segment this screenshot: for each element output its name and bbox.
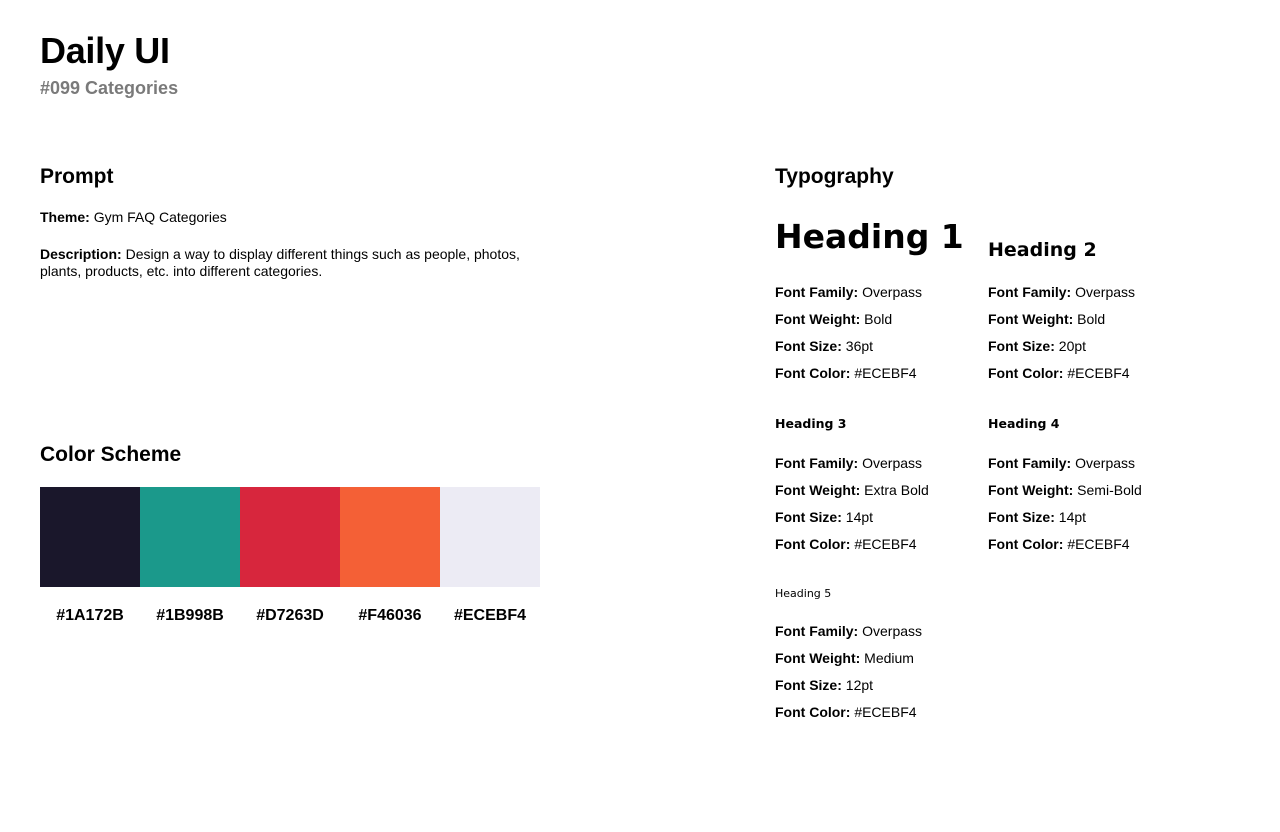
color-hex-label: #F46036 [358, 607, 422, 624]
color-hex-label: #1A172B [56, 607, 124, 624]
color-swatch [240, 487, 340, 587]
page-subtitle: #099 Categories [40, 78, 179, 98]
heading-4-font-weight: Font Weight: Semi-Bold [988, 482, 1142, 498]
heading-1-font-color: Font Color: #ECEBF4 [775, 365, 917, 381]
heading-1-font-weight: Font Weight: Bold [775, 311, 893, 327]
color-scheme-heading: Color Scheme [40, 443, 182, 466]
color-swatch [40, 487, 140, 587]
heading-5-font-size: Font Size: 12pt [775, 677, 874, 693]
prompt-description [40, 246, 520, 280]
prompt-theme [40, 209, 520, 226]
theme-label: Theme: [40, 209, 90, 225]
typography-heading: Typography [775, 165, 894, 188]
page-title: Daily UI [40, 30, 170, 71]
heading-5-font-color: Font Color: #ECEBF4 [775, 704, 917, 720]
heading-2-sample: Heading 2 [988, 239, 1097, 261]
heading-5-font-weight: Font Weight: Medium [775, 650, 914, 666]
heading-1-sample: Heading 1 [775, 217, 964, 256]
heading-3-font-color: Font Color: #ECEBF4 [775, 536, 917, 552]
heading-1-font-family: Font Family: Overpass [775, 284, 923, 300]
color-swatch-row [40, 487, 540, 587]
heading-5-font-family: Font Family: Overpass [775, 623, 923, 639]
heading-4-font-family: Font Family: Overpass [988, 455, 1136, 471]
color-hex-label: #ECEBF4 [453, 607, 527, 624]
heading-2-font-size: Font Size: 20pt [988, 338, 1087, 354]
heading-2-font-family: Font Family: Overpass [988, 284, 1136, 300]
heading-4-font-color: Font Color: #ECEBF4 [988, 536, 1130, 552]
heading-3-sample: Heading 3 [775, 416, 847, 431]
heading-3-font-family: Font Family: Overpass [775, 455, 923, 471]
heading-4-font-size: Font Size: 14pt [988, 509, 1087, 525]
heading-2-font-weight: Font Weight: Bold [988, 311, 1106, 327]
color-swatch [440, 487, 540, 587]
heading-3-font-size: Font Size: 14pt [775, 509, 874, 525]
color-hex-row [40, 605, 540, 627]
color-swatch [340, 487, 440, 587]
heading-2-font-color: Font Color: #ECEBF4 [988, 365, 1130, 381]
heading-1-font-size: Font Size: 36pt [775, 338, 874, 354]
theme-value: Gym FAQ Categories [93, 209, 227, 225]
color-hex-label: #1B998B [156, 607, 224, 624]
heading-5-sample: Heading 5 [775, 587, 832, 600]
description-label: Description: [40, 246, 122, 262]
prompt-heading: Prompt [40, 165, 114, 188]
description-value: Design a way to display different things such as people, photos, plants, products, etc. into different categories. [40, 246, 520, 279]
heading-3-font-weight: Font Weight: Extra Bold [775, 482, 929, 498]
color-hex-label: #D7263D [256, 607, 324, 624]
color-swatch [140, 487, 240, 587]
heading-4-sample: Heading 4 [988, 416, 1060, 431]
